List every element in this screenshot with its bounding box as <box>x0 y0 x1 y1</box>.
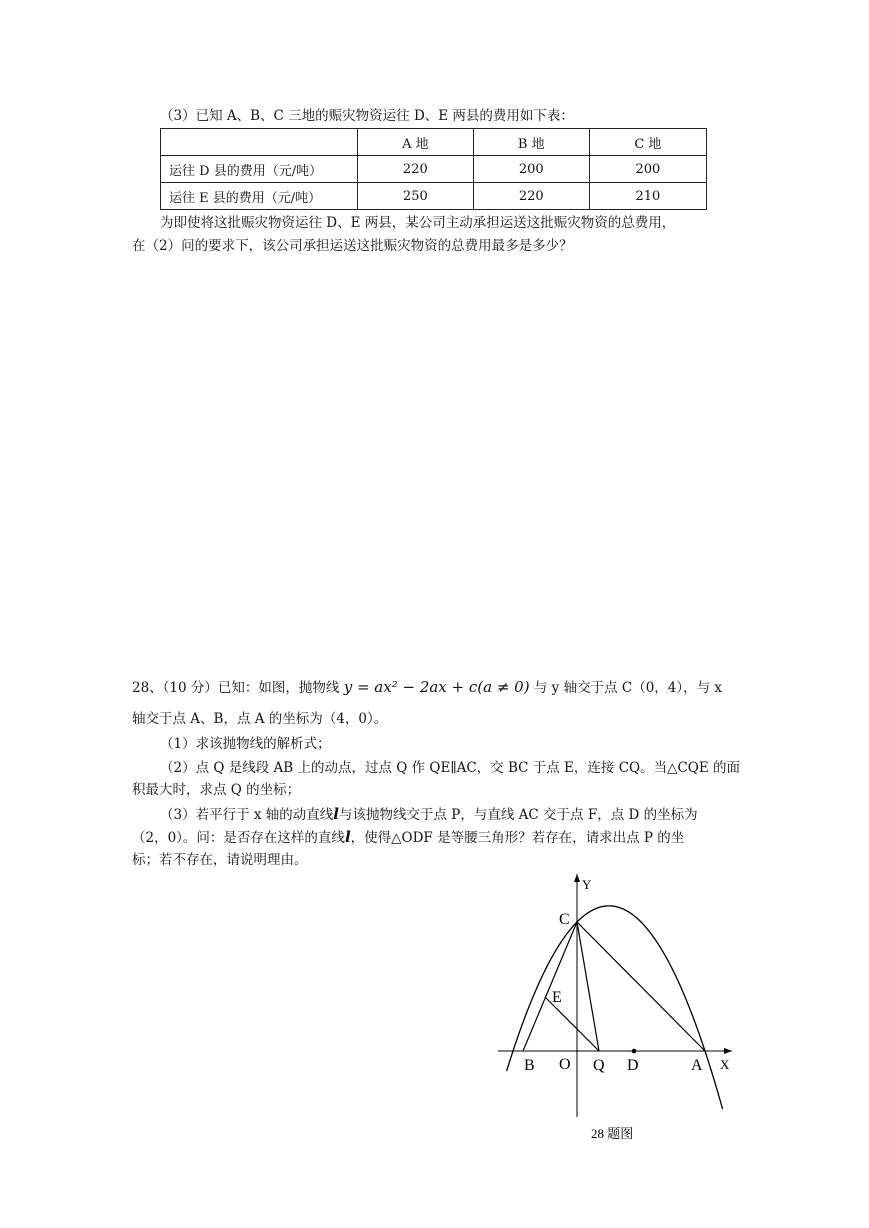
q28-sub3-text: （3）若平行于 x 轴的动直线 <box>160 807 334 823</box>
part3-question-line1: 为即使将这批赈灾物资运往 D、E 两县，某公司主动承担运送这批赈灾物资的总费用， <box>160 215 676 231</box>
table-row-label: 运往 D 县的费用（元/吨） <box>161 156 358 183</box>
q28-sub3-text: ，使得△ODF 是等腰三角形？若存在，请求出点 P 的坐 <box>350 830 685 846</box>
table-header-cell: C 地 <box>589 129 706 156</box>
q28-prefix: 28、（10 分）已知：如图，抛物线 <box>132 680 340 696</box>
table-header-cell: B 地 <box>473 129 589 156</box>
table-header-cell <box>161 129 358 156</box>
parabola-figure <box>490 868 750 1158</box>
q28-suffix: 与 y 轴交于点 C（0，4），与 x <box>533 680 723 696</box>
segment-cb <box>523 922 577 1051</box>
point-b-label: B <box>524 1057 535 1074</box>
table-header-row <box>161 129 707 156</box>
table-cell: 250 <box>358 183 474 210</box>
table-row <box>161 156 707 183</box>
q28-sub2-line1: （2）点 Q 是线段 AB 上的动点，过点 Q 作 QE∥AC，交 BC 于点 E，连接 CQ。当△CQE 的面 <box>160 760 741 776</box>
table-cell: 220 <box>358 156 474 183</box>
point-q-label: Q <box>593 1057 605 1074</box>
origin-label: O <box>559 1056 571 1073</box>
cost-table <box>160 128 707 210</box>
x-axis-label: X <box>720 1057 730 1072</box>
q28-line1 <box>132 677 722 698</box>
point-d-dot <box>632 1049 637 1054</box>
table-row <box>161 183 707 210</box>
table-row-label: 运往 E 县的费用（元/吨） <box>161 183 358 210</box>
q28-line-l: l <box>344 828 351 846</box>
table-cell: 220 <box>473 183 589 210</box>
point-c-label: C <box>559 911 570 928</box>
q28-sub2-line2: 积最大时，求点 Q 的坐标； <box>132 782 301 798</box>
q28-line2: 轴交于点 A、B，点 A 的坐标为（4，0）。 <box>132 711 388 727</box>
part3-intro: （3）已知 A、B、C 三地的赈灾物资运往 D、E 两县的费用如下表： <box>160 108 574 124</box>
table-header-cell: A 地 <box>358 129 474 156</box>
q28-sub3-text: （2，0）。问：是否存在这样的直线 <box>132 830 345 846</box>
part3-question-line2: 在（2）问的要求下，该公司承担运送这批赈灾物资的总费用最多是多少？ <box>132 238 573 254</box>
q28-formula: y = ax² − 2ax + c(a ≠ 0) <box>343 678 530 696</box>
y-axis-arrow-icon <box>574 874 580 882</box>
point-e-label: E <box>552 989 562 1006</box>
q28-sub3-line1 <box>160 804 698 825</box>
q28-sub3-line2 <box>132 827 684 848</box>
point-a-label: A <box>691 1057 703 1074</box>
point-d-label: D <box>627 1057 639 1074</box>
table-cell: 200 <box>473 156 589 183</box>
q28-sub3-text: 与该抛物线交于点 P，与直线 AC 交于点 F，点 D 的坐标为 <box>339 807 698 823</box>
q28-sub3-line3: 标；若不存在，请说明理由。 <box>132 852 308 868</box>
table-cell: 200 <box>589 156 706 183</box>
q28-line-l: l <box>333 805 339 823</box>
parabola-curve <box>507 906 723 1109</box>
y-axis-label: Y <box>582 877 592 892</box>
figure-caption: 28 题图 <box>591 1126 634 1141</box>
x-axis-arrow-icon <box>724 1048 732 1054</box>
table-cell: 210 <box>589 183 706 210</box>
q28-sub1: （1）求该抛物线的解析式； <box>160 736 331 752</box>
